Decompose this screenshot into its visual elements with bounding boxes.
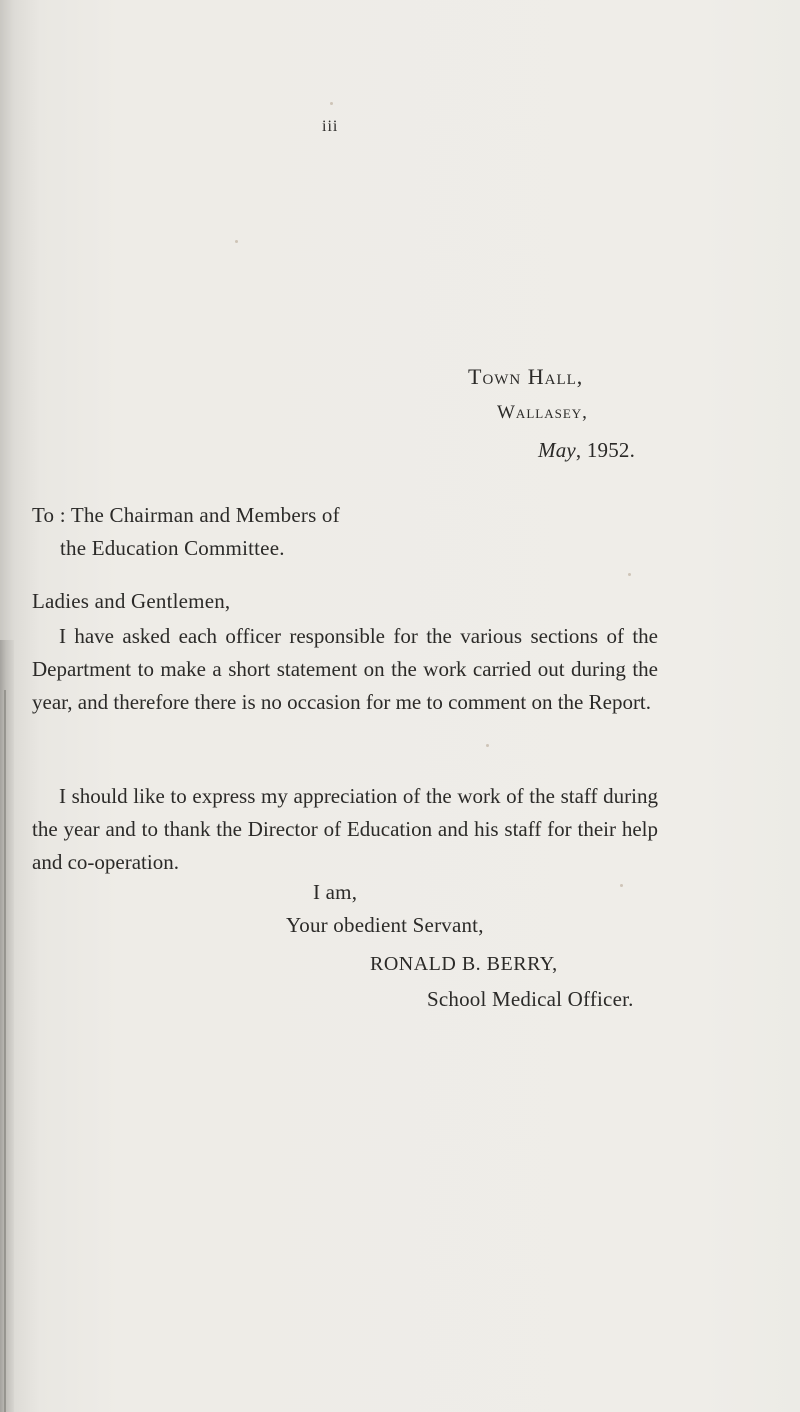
date-year: , 1952. (575, 438, 636, 462)
binding-crease (4, 690, 6, 1412)
address-line-town-hall: Town Hall, (468, 364, 584, 389)
paper-speck (330, 102, 333, 105)
binding-shadow (0, 640, 14, 1412)
paper-speck (235, 240, 238, 243)
paragraph-1: I have asked each officer responsible for the various sections of the Department to make a short statement on the work carried out during the year, and therefore there is no occasion for me to comment on the Report. (32, 624, 658, 714)
page-number: iii (322, 118, 339, 135)
closing-servant: Your obedient Servant, (286, 913, 484, 937)
signature-title: School Medical Officer. (427, 987, 634, 1011)
salutation: Ladies and Gentlemen, (32, 589, 231, 613)
signature-name: RONALD B. BERRY, (370, 953, 558, 975)
address-date (538, 438, 635, 463)
paper-speck (486, 744, 489, 747)
paragraph-2: I should like to express my appreciation of the work of the staff during the year and to thank the Director of Education and his staff for their help and co-operation. (32, 784, 658, 874)
address-line-wallasey: Wallasey, (497, 402, 588, 423)
addressee-line-2: the Education Committee. (60, 536, 285, 560)
paper-speck (620, 884, 623, 887)
date-month: May (538, 438, 576, 462)
addressee-line-1: To : The Chairman and Members of (32, 503, 340, 527)
closing-i-am: I am, (313, 880, 358, 904)
paper-speck (628, 573, 631, 576)
